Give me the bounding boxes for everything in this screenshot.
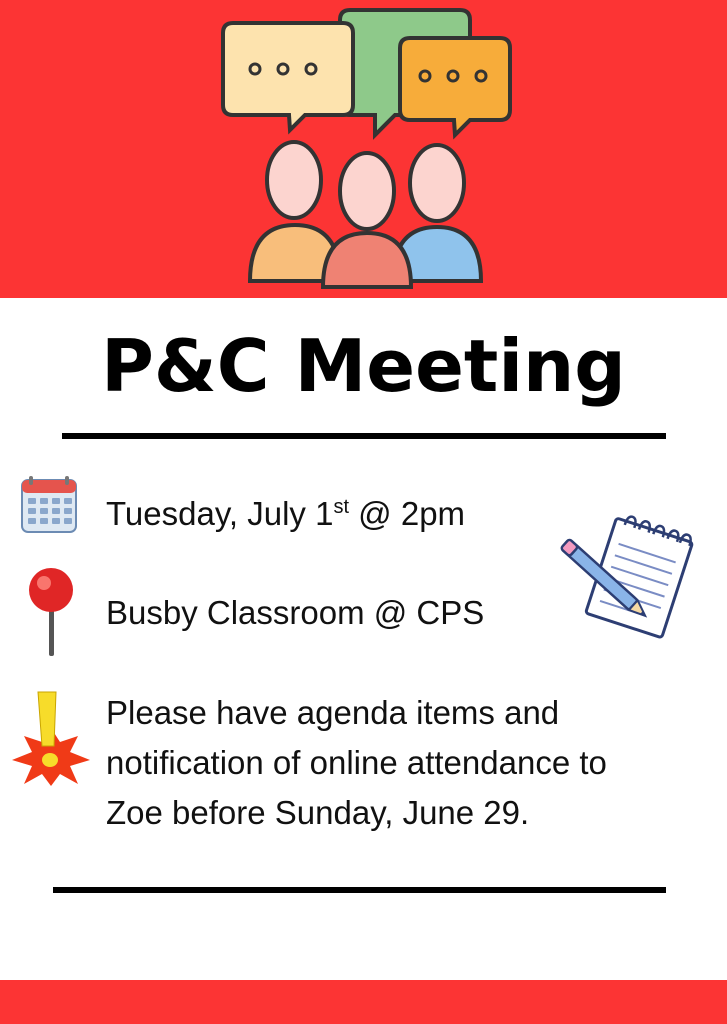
divider-bottom [53,887,666,893]
notice-line-1: Please have agenda items and [106,694,560,731]
notepad-pencil-icon [555,510,700,640]
date-time-text: @ 2pm [349,495,466,532]
bottom-banner [0,980,727,1024]
date-main-text: Tuesday, July 1 [106,495,334,532]
date-ordinal: st [333,496,350,518]
notice-text [106,688,706,838]
top-banner [0,0,727,298]
notice-line-3: Zoe before Sunday, June 29. [106,794,530,831]
map-pin-icon [25,566,77,658]
location-text: Busby Classroom @ CPS [106,594,485,631]
divider-top [62,433,666,439]
people-chatting-icon [215,5,515,295]
notice-line-2: notification of online attendance to [106,744,607,781]
date-text [106,489,465,539]
calendar-icon [20,474,78,534]
page-title: P&C Meeting [101,324,626,408]
exclamation-burst-icon [8,690,94,786]
